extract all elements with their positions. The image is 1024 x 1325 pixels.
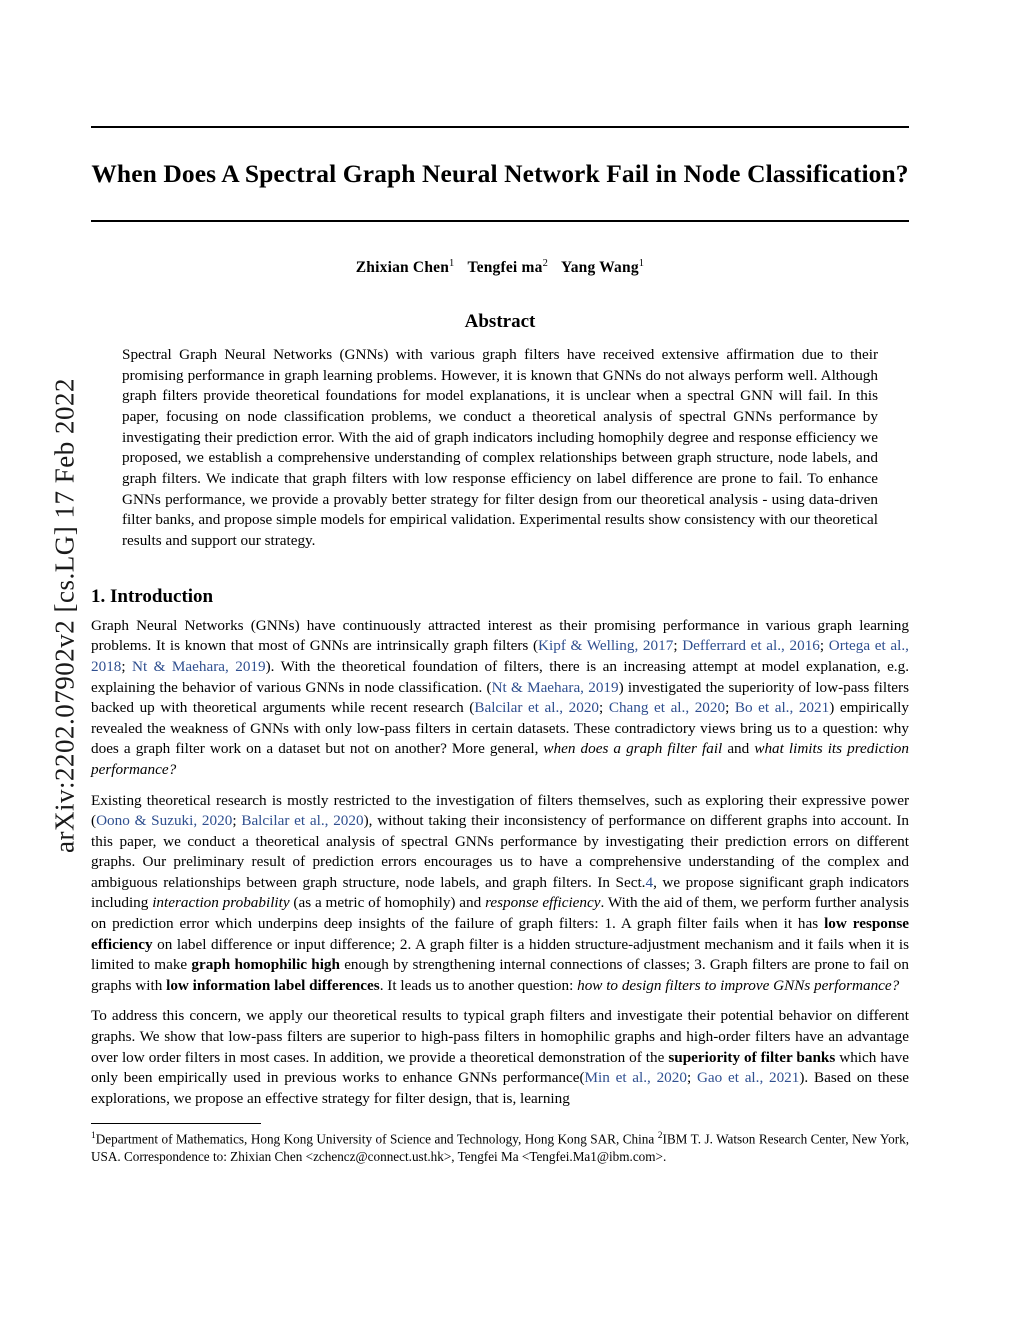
author-3 bbox=[561, 259, 644, 276]
section-heading-introduction: 1. Introduction bbox=[91, 585, 214, 607]
emphasis-text: interaction probability bbox=[152, 894, 290, 912]
arxiv-identifier-stamp: arXiv:2202.07902v2 [cs.LG] 17 Feb 2022 bbox=[49, 378, 80, 853]
citation-link[interactable]: Oono & Suzuki, 2020 bbox=[96, 812, 233, 830]
author-1-name: Zhixian Chen bbox=[355, 259, 450, 277]
abstract-heading: Abstract bbox=[464, 311, 536, 333]
citation-link[interactable]: Kipf & Welling, 2017 bbox=[538, 637, 674, 655]
bold-text: low information label differences bbox=[166, 976, 380, 994]
abstract-text: Spectral Graph Neural Networks (GNNs) with various graph filters have received extensive affirmation due to their promising performance in graph learning problems. However, it is known that GNNs do not always perform well. Although graph filters provide theoretical foundations for model explanations, it is unclear when a spectral GNN will fail. In this paper, focusing on node classification problems, we conduct a theoretical analysis of spectral GNNs performance by investigating their prediction error. With the aid of graph indicators including homophily degree and response efficiency we proposed, we establish a comprehensive understanding of complex relationships between graph structure, node labels, and graph filters. We indicate that graph filters with low response efficiency on label difference are prone to fail. To enhance GNNs performance, we provide a provably better strategy for filter design from our theoretical analysis - using data-driven filter banks, and propose simple models for empirical validation. Experimental results show consistency with our theoretical results and support our strategy. bbox=[122, 346, 878, 550]
paper-content bbox=[91, 0, 909, 1325]
emphasis-text: how to design filters to improve GNNs performance? bbox=[577, 976, 900, 994]
emphasis-text: when does a graph filter fail bbox=[543, 740, 723, 758]
introduction-body bbox=[91, 616, 909, 1110]
citation-link[interactable]: Bo et al., 2021 bbox=[734, 699, 830, 717]
citation-link[interactable]: Min et al., 2020 bbox=[584, 1069, 687, 1087]
title-bottom-rule bbox=[91, 220, 909, 222]
bold-text: graph homophilic high bbox=[191, 956, 340, 974]
author-list bbox=[91, 258, 909, 277]
page-title: When Does A Spectral Graph Neural Network Fail in Node Classification? bbox=[91, 159, 909, 188]
author-1-affiliation-marker: 1 bbox=[449, 257, 455, 269]
paragraph: Existing theoretical research is mostly restricted to the investigation of filters themselves, such as exploring their expressive power (Oono & Suzuki, 2020; Balcilar et al., 2020), without taking their inconsistency of performance on different graphs into account. In this paper, we conduct a theoretical analysis of spectral GNNs performance by investigating their prediction errors on different graphs. Our preliminary result of prediction errors encourages us to have a comprehensive understanding of the complex and ambiguous relationships between graph structure, node labels, and graph filters. In Sect.4, we propose significant graph indicators including interaction probability (as a metric of homophily) and response efficiency. With the aid of them, we perform further analysis on prediction error which underpins deep insights of the failure of graph filters: 1. A graph filter fails when it has low response efficiency on label difference or input difference; 2. A graph filter is a hidden structure-adjustment mechanism and it fails when it is limited to make graph homophilic high enough by strengthening internal connections of classes; 3. Graph filters are prone to fail on graphs with low information label differences. It leads us to another question: how to design filters to improve GNNs performance? bbox=[91, 791, 909, 994]
bold-text: low response efficiency bbox=[91, 915, 909, 953]
author-2-name: Tengfei ma bbox=[467, 259, 543, 277]
footnote-marker: 1 bbox=[91, 1131, 96, 1142]
author-1 bbox=[356, 259, 455, 276]
citation-link[interactable]: Ortega et al., 2018 bbox=[91, 637, 909, 675]
footnote-marker: 2 bbox=[657, 1131, 663, 1142]
footnote-affiliations: $^1$Department of Mathematics, Hong Kong University of Science and Technology, Hong Kong SAR, China $^2$IBM T. J. Watson Research Center, New York, USA. Correspondence to: Zhixian Chen <zchencz@connect.ust.hk>, Tengfei Ma <Tengfei.Ma1@ibm.com>. bbox=[91, 1131, 910, 1165]
author-3-affiliation-marker: 1 bbox=[638, 257, 645, 269]
citation-link[interactable]: Balcilar et al., 2020 bbox=[474, 699, 600, 717]
citation-link[interactable]: Gao et al., 2021 bbox=[696, 1069, 800, 1087]
title-top-rule bbox=[91, 126, 909, 128]
citation-link[interactable]: Nt & Maehara, 2019 bbox=[491, 678, 619, 696]
paragraph: Graph Neural Networks (GNNs) have continuously attracted interest as their promising performance in various graph learning problems. It is known that most of GNNs are intrinsically graph filters (Kipf & Welling, 2017; Defferrard et al., 2016; Ortega et al., 2018; Nt & Maehara, 2019). With the theoretical foundation of filters, there is an increasing attempt at model explanation, e.g. explaining the behavior of various GNNs in node classification. (Nt & Maehara, 2019) investigated the superiority of low-pass filters backed up with theoretical arguments while recent research (Balcilar et al., 2020; Chang et al., 2020; Bo et al., 2021) empirically revealed the weakness of GNNs with only low-pass filters in certain datasets. These contradictory views bring us to a question: why does a graph filter work on a dataset but not on another? More general, when does a graph filter fail and what limits its prediction performance? bbox=[91, 616, 910, 778]
citation-link[interactable]: Nt & Maehara, 2019 bbox=[132, 657, 266, 675]
author-2 bbox=[468, 259, 549, 276]
bold-text: superiority of filter banks bbox=[668, 1048, 836, 1066]
author-3-name: Yang Wang bbox=[561, 259, 639, 277]
footnote-separator bbox=[91, 1123, 261, 1124]
paragraph: To address this concern, we apply our theoretical results to typical graph filters and investigate their potential behavior on different graphs. We show that low-pass filters are superior to high-pass filters in homophilic graphs and high-order filters have an advantage over low order filters in most cases. In addition, we provide a theoretical demonstration of the superiority of filter banks which have only been empirically used in previous works to enhance GNNs performance(Min et al., 2020; Gao et al., 2021). Based on these explorations, we propose an effective strategy for filter design, that is, learning bbox=[91, 1007, 909, 1107]
author-2-affiliation-marker: 2 bbox=[542, 257, 549, 269]
citation-link[interactable]: Balcilar et al., 2020 bbox=[241, 812, 364, 830]
citation-link[interactable]: Chang et al., 2020 bbox=[608, 699, 726, 717]
emphasis-text: response efficiency bbox=[485, 894, 601, 912]
emphasis-text: what limits its prediction performance? bbox=[91, 740, 909, 778]
citation-link[interactable]: Defferrard et al., 2016 bbox=[682, 637, 820, 655]
citation-link[interactable]: 4 bbox=[645, 873, 654, 891]
